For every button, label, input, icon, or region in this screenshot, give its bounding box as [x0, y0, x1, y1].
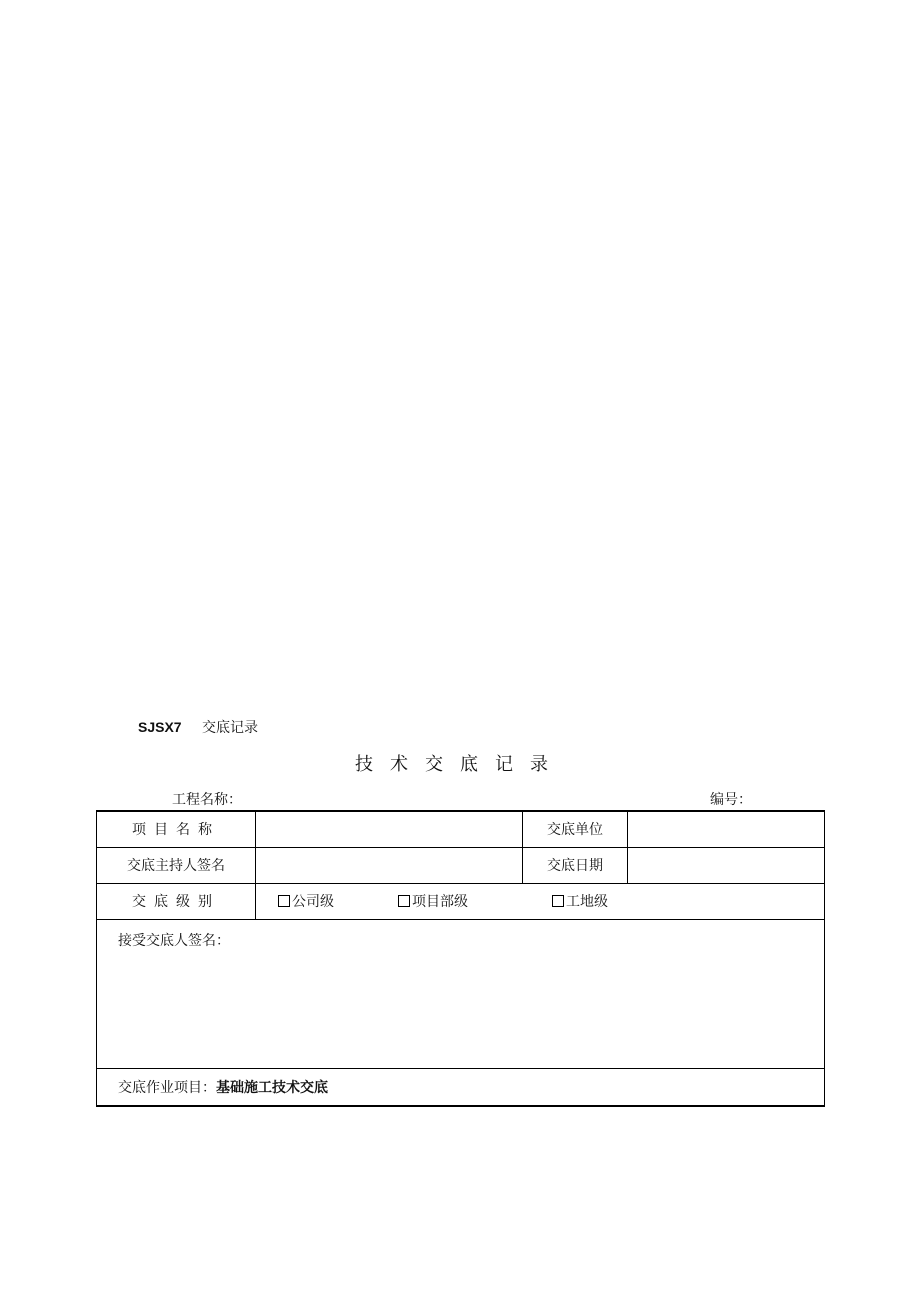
- receiver-sign-area[interactable]: [97, 919, 825, 1068]
- unit-label: 交底单位: [523, 811, 628, 847]
- date-label: 交底日期: [523, 847, 628, 883]
- host-sign-label: 交底主持人签名: [97, 847, 256, 883]
- page-title: 技术交底记录: [355, 754, 565, 775]
- form-code-label: 交底记录: [202, 720, 259, 736]
- table-row: [97, 847, 825, 883]
- checkbox-icon[interactable]: [278, 895, 290, 907]
- project-name-label: 工程名称：: [172, 792, 242, 808]
- work-item-cell: [97, 1068, 825, 1106]
- table-row: [97, 919, 825, 1068]
- date-field[interactable]: [628, 847, 825, 883]
- host-sign-field[interactable]: [256, 847, 523, 883]
- level-label: 交底级别: [97, 883, 256, 919]
- table-row: [97, 883, 825, 919]
- disclosure-record-table: [96, 810, 825, 1107]
- level-option-site[interactable]: 工地级: [552, 891, 608, 911]
- item-name-field[interactable]: [256, 811, 523, 847]
- form-code-line: [138, 717, 258, 737]
- form-code: SJSX7: [138, 719, 182, 735]
- level-options: [256, 883, 825, 919]
- item-name-label: 项目名称: [97, 811, 256, 847]
- level-option-project-dept[interactable]: 项目部级: [398, 891, 552, 911]
- receiver-sign-label: 接受交底人签名：: [118, 932, 230, 949]
- number-label: 编号：: [710, 792, 752, 808]
- work-item-value: 基础施工技术交底: [216, 1079, 328, 1096]
- checkbox-icon[interactable]: [398, 895, 410, 907]
- table-row: [97, 811, 825, 847]
- table-row: [97, 1068, 825, 1106]
- work-item-label: 交底作业项目：: [118, 1079, 216, 1096]
- checkbox-icon[interactable]: [552, 895, 564, 907]
- level-option-company[interactable]: 公司级: [278, 891, 398, 911]
- unit-field[interactable]: [628, 811, 825, 847]
